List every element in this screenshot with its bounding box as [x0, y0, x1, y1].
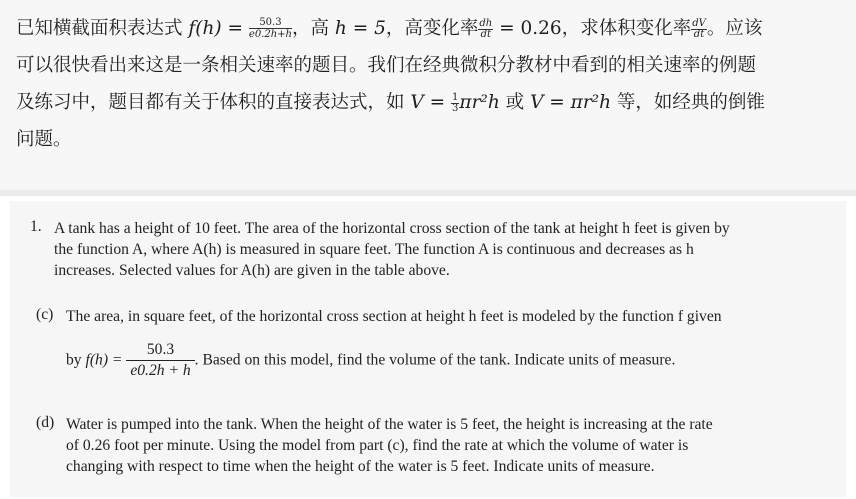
intro-text: 等，如经典的倒锥	[616, 92, 765, 113]
part-d-label: (d)	[36, 414, 55, 431]
intro-text: 。应该	[706, 18, 763, 39]
height-value: h = 5	[334, 18, 386, 39]
one: 1	[452, 91, 459, 103]
problem-section	[10, 201, 846, 497]
three: 3	[452, 102, 459, 114]
intro-text: 及练习中，题目都有关于体积的直接表达式，如	[16, 92, 405, 113]
dh-dt-fraction	[478, 19, 493, 40]
intro-text: 已知横截面积表达式	[16, 18, 183, 39]
intro-text: 或	[505, 92, 525, 113]
equals-sign: =	[227, 18, 244, 39]
problem-line: increases. Selected values for A(h) are given in the table above.	[54, 262, 450, 279]
f-numerator: 50.3	[259, 17, 282, 28]
intro-text: ，高	[292, 18, 330, 39]
rate-value: = 0.26	[499, 18, 562, 39]
cylinder-volume: V = πr²h	[530, 92, 612, 113]
dt-denominator: dt	[478, 29, 493, 40]
cone-volume-lhs: V =	[410, 92, 446, 113]
intro-section	[0, 0, 856, 190]
dv-dt-fraction	[691, 19, 707, 40]
function-f: f(h)	[188, 18, 222, 39]
part-c-denominator: e0.2h + h	[126, 360, 194, 379]
part-c-numerator: 50.3	[146, 341, 175, 358]
dh-numerator: dh	[479, 17, 493, 29]
part-c-formula-line	[66, 342, 675, 380]
part-c-rest: . Based on this model, find the volume of the tank. Indicate units of measure.	[194, 351, 676, 369]
intro-line-4: 问题。	[16, 129, 72, 150]
f-denominator: e0.2h+h	[248, 29, 292, 40]
part-d-line: of 0.26 foot per minute. Using the model from part (c), find the rate at which the volume of water is	[66, 437, 689, 454]
part-d-line: Water is pumped into the tank. When the height of the water is 5 feet, the height is increasing at the rate	[66, 416, 713, 433]
cone-volume-rhs: πr²h	[459, 92, 500, 113]
intro-line-3	[16, 84, 840, 121]
problem-number: 1.	[30, 218, 42, 235]
intro-text: ，高变化率	[385, 18, 479, 39]
dv-numerator: dV	[692, 17, 706, 29]
problem-line: the function A, where A(h) is measured in square feet. The function A is continuous and decreases as h	[54, 241, 694, 258]
problem-paragraph	[54, 218, 730, 281]
intro-line-2: 可以很快看出来这是一条相关速率的题目。我们在经典微积分教材中看到的相关速率的例题	[16, 55, 757, 76]
part-c-fraction	[126, 342, 194, 380]
part-d-line: changing with respect to time when the height of the water is 5 feet. Indicate units of measure.	[66, 458, 655, 475]
part-d-paragraph	[66, 414, 713, 477]
part-c-f-of-h: f(h) =	[85, 351, 123, 369]
section-divider	[0, 190, 856, 196]
part-c-line-1: The area, in square feet, of the horizontal cross section at height h feet is modeled by the function f given	[66, 308, 722, 325]
problem-line: A tank has a height of 10 feet. The area of the horizontal cross section of the tank at height h feet is given by	[54, 220, 730, 237]
part-c-label: (c)	[36, 306, 54, 323]
intro-text: ，求体积变化率	[561, 18, 692, 39]
part-c-by: by	[66, 351, 82, 369]
intro-line-1	[16, 10, 840, 47]
f-fraction	[249, 18, 292, 40]
dt-denominator: dt	[691, 29, 707, 40]
